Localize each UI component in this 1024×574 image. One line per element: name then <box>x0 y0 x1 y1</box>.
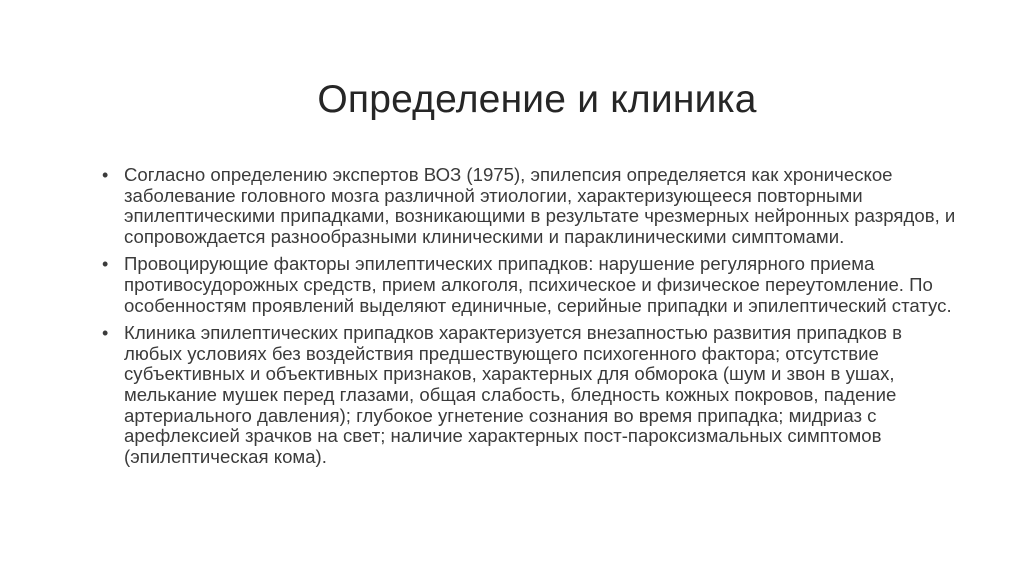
bullet-marker: • <box>102 254 109 275</box>
bullet-text: Клиника эпилептических припадков характеризуется внезапностью развития припадков в любых условиях без воздействия предшествующего психогенного фактора; отсутствие субъективных и объективных признаков, характерных для обморока (шум и звон в ушах, мелькание мушек перед глазами, общая слабость, бледность кожных покровов, падение артериального давления); глубокое угнетение сознания во время припадка; мидриаз с арефлексией зрачков на свет; наличие характерных пост-пароксизмальных симптомов (эпилептическая кома). <box>124 322 903 467</box>
bullet-marker: • <box>102 323 109 344</box>
bullet-item-clinic <box>102 323 962 467</box>
bullet-item-provoking-factors <box>102 254 962 316</box>
bullet-marker: • <box>102 165 109 185</box>
slide-title: Определение и клиника <box>317 78 757 121</box>
bullet-item-definition <box>102 165 962 247</box>
bullet-text: Провоцирующие факторы эпилептических припадков: нарушение регулярного приема противосудорожных средств, прием алкоголя, психическое и физическое переутомление. По особенностям проявлений выделяют единичные, серийные припадки и эпилептический статус. <box>124 253 952 316</box>
bullet-list <box>102 165 962 474</box>
bullet-text: Согласно определению экспертов ВОЗ (1975), эпилепсия определяется как хроническое заболевание головного мозга различной этиологии, характеризующееся повторными эпилептическими припадками, возникающими в результате чрезмерных нейронных разрядов, и сопровождается разнообразными клиническими и параклиническими симптомами. <box>124 164 956 247</box>
